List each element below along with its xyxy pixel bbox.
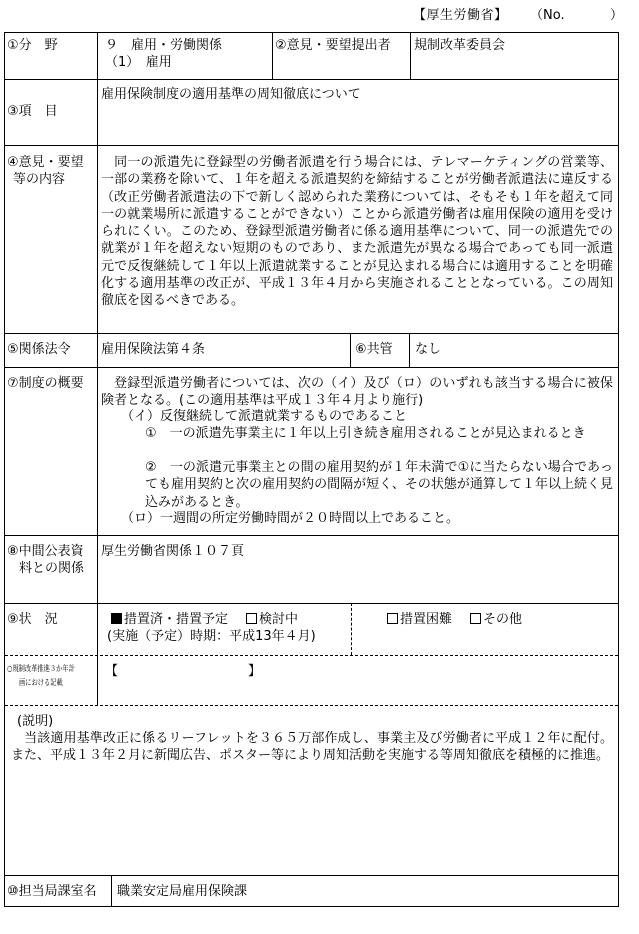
label-column-divider (97, 33, 98, 705)
status-option-implemented[interactable] (111, 611, 228, 628)
submitter-label: ②意見・要望提出者 (275, 38, 391, 53)
law-label: ⑤関係法令 (7, 342, 71, 357)
row-divider-dashed (5, 705, 618, 706)
overview-intro: 登録型派遣労働者については、次の（イ）及び（ロ）のいずれも該当する場合に被保険者となる。(この適用基準は平成１３年４月より施行) (101, 376, 613, 409)
form-sheet (4, 32, 619, 907)
field-label: ①分 野 (7, 38, 58, 53)
plan-value: 【 】 (105, 664, 262, 679)
bureau-value: 職業安定局雇用保険課 (117, 884, 248, 899)
cell-divider-dashed (351, 603, 352, 655)
status-option-other[interactable] (470, 611, 522, 628)
status-option-label: 措置済・措置予定 (124, 612, 229, 627)
row-divider (5, 875, 618, 876)
overview-item-i-2: ② 一の派遣元事業主との間の雇用契約が１年未満で①に当たらない場合であっても雇用契約と次の雇用契約の間隔が短く、その状態が通算して１年以上続く見込みがあるとき。 (145, 460, 613, 510)
joint-value: なし (415, 342, 442, 357)
field-value-line1: ９ 雇用・労働関係 (105, 38, 223, 53)
document-number-close: ） (610, 8, 624, 23)
status-option-under-review[interactable] (246, 611, 298, 628)
checkbox-icon (246, 613, 257, 624)
checked-box-icon (111, 613, 122, 624)
page-header (0, 2, 639, 22)
bureau-label: ⑩担当局課室名 (7, 884, 97, 899)
ministry-name: 【厚生労働省】 (413, 8, 508, 23)
checkbox-icon (387, 613, 398, 624)
overview-item-ro: （ロ）一週間の所定労働時間が２０時間以上であること。 (121, 511, 460, 526)
explanation-text: 当該適用基準改正に係るリーフレットを３６５万部作成し、事業主及び労働者に平成１２年に配付。また、平成１３年２月に新聞広告、ポスター等により周知活動を実施する等周知徹底を積極的に推進。 (11, 731, 613, 764)
status-schedule: (実施（予定）時期：平成13年４月) (107, 629, 316, 644)
item-label: ③項 目 (7, 104, 58, 119)
overview-label: ⑦制度の概要 (7, 376, 84, 391)
cell-divider (409, 333, 410, 367)
cell-divider (272, 33, 273, 79)
field-value-line2: （1） 雇用 (105, 55, 172, 70)
status-label: ⑨状 況 (7, 612, 58, 627)
status-option-label: 検討中 (259, 612, 299, 627)
status-option-label: その他 (483, 612, 523, 627)
status-options-left (111, 611, 316, 628)
item-value: 雇用保険制度の適用基準の周知徹底について (101, 87, 361, 102)
plan-label-line1: ○規制改革推進３か年計 (7, 664, 75, 673)
cell-divider (410, 33, 411, 79)
overview-item-i-1: ① 一の派遣先事業主に１年以上引き続き雇用されることが見込まれるとき (145, 426, 586, 441)
interim-label-line2: 料との関係 (19, 561, 85, 576)
label-column-divider (111, 875, 112, 907)
overview-item-i: （イ）反復継続して派遣就業するものであること (121, 409, 408, 424)
opinion-label-line2: 等の内容 (13, 172, 66, 187)
interim-value: 厚生労働省関係１０７頁 (101, 544, 245, 559)
status-option-label: 措置困難 (400, 612, 453, 627)
plan-label-line2: 画における記載 (19, 678, 63, 687)
joint-label: ⑥共管 (355, 342, 393, 357)
opinion-label-line1: ④意見・要望 (7, 155, 84, 170)
submitter-value: 規制改革委員会 (414, 38, 506, 53)
status-options-right (387, 611, 540, 628)
status-option-difficult[interactable] (387, 611, 452, 628)
checkbox-icon (470, 613, 481, 624)
cell-divider (350, 333, 351, 367)
label-column-divider-dashed (97, 655, 98, 705)
document-number-label: （No. (530, 8, 565, 23)
explanation-heading: (説明) (17, 714, 54, 729)
law-value: 雇用保険法第４条 (101, 342, 206, 357)
interim-label-line1: ⑧中間公表資 (7, 544, 84, 559)
opinion-text: 同一の派遣先に登録型の労働者派遣を行う場合には、テレマーケティングの営業等、一部の業務を除いて、１年を超える派遣契約を締結することが労働者派遣法に違反する（改正労働者派遣法の下で新しく認められた業務については、そもそも１年を超えて同一の就業場所に派遣することができない）ことから派遣労働者は雇用保険の適用を受けられにくい。このため、登録型派遣労働者に係る適用基準について、同一の派遣先での就業が１年を超えない短期のものであり、また派遣先が異なる場合であっても同一派遣元で反復継続して１年以上派遣就業することが見込まれる場合には適用することを明確化する適用基準の改正が、平成１３年４月から実施されることとなっている。この周知徹底を図るべきである。 (101, 155, 613, 309)
